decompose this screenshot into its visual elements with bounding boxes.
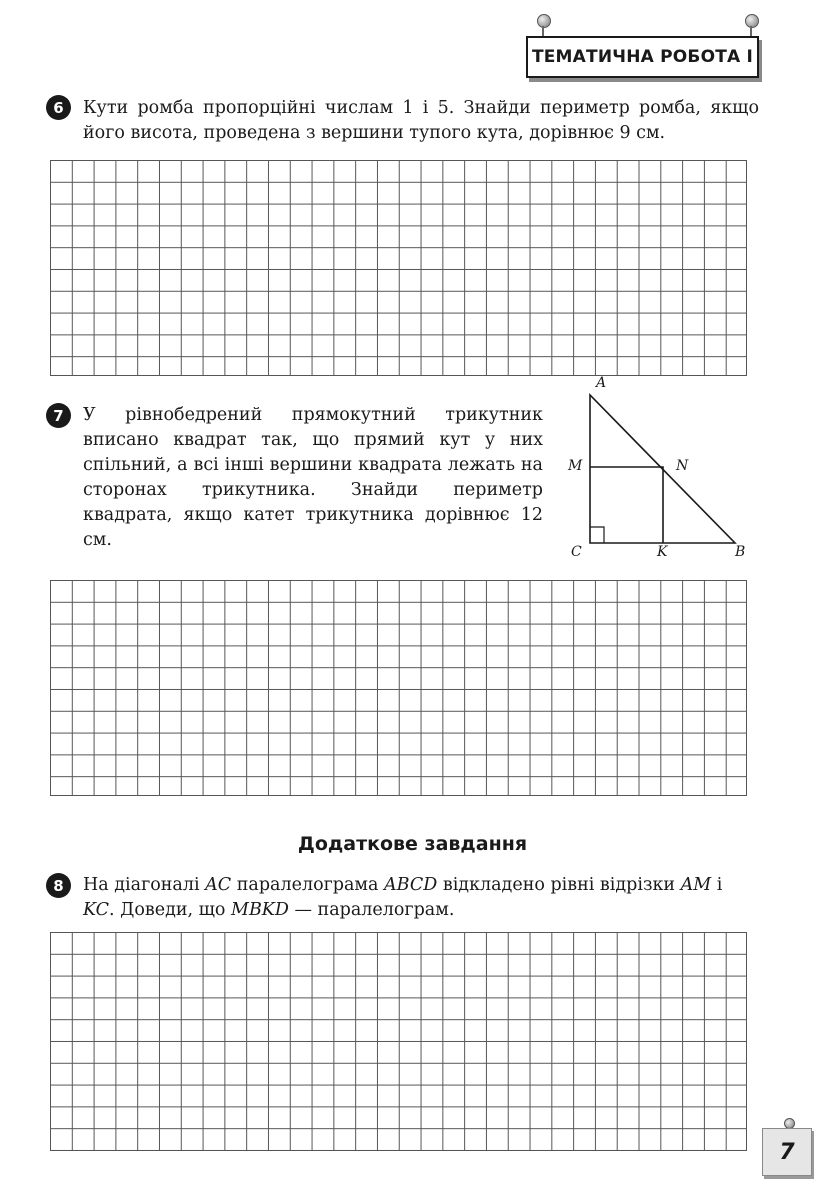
triangle-figure: [560, 375, 780, 565]
label-a: A: [596, 375, 607, 391]
answer-grid-task-8[interactable]: [50, 932, 747, 1151]
answer-grid-task-7[interactable]: [50, 580, 747, 796]
task-6-text: Кути ромба пропорційні числам 1 і 5. Знайди периметр ромба, якщо його висота, проведена з вершини тупого кута, дорівнює 9 см.: [83, 98, 759, 143]
task-7-text: У рівнобедрений прямокутний трикутник вписано квадрат так, що прямий кут у них спільний, а всі інші вершини квадрата лежать на сторонах трикутника. Знайди периметр квадрата, якщо катет трикутника дорівнює 12 см.: [83, 405, 543, 550]
section-header: [526, 36, 759, 78]
right-angle-mark: [590, 527, 604, 543]
label-m: M: [568, 458, 583, 474]
answer-grid-task-6[interactable]: [50, 160, 747, 376]
label-b: B: [735, 544, 746, 560]
pin-icon: [537, 14, 551, 28]
task-number-badge: 8: [46, 873, 71, 898]
header-pin-right: [745, 14, 759, 28]
section-header-title: ТЕМАТИЧНА РОБОТА І: [531, 47, 754, 67]
label-c: C: [571, 544, 582, 560]
label-n: N: [676, 458, 689, 474]
extra-task-title: Додаткове завдання: [297, 833, 528, 855]
header-pin-left: [537, 14, 551, 28]
task-number-badge: 7: [46, 403, 71, 428]
task-8-text: На діагоналі AC паралелограма ABCD відкладено рівні відрізки AM і KC. Доведи, що MBKD — паралелограм.: [83, 875, 723, 920]
pin-icon: [745, 14, 759, 28]
square-mnkc: [590, 467, 663, 543]
page-number: 7: [762, 1128, 812, 1176]
label-k: K: [657, 544, 668, 560]
task-number-badge: 6: [46, 95, 71, 120]
